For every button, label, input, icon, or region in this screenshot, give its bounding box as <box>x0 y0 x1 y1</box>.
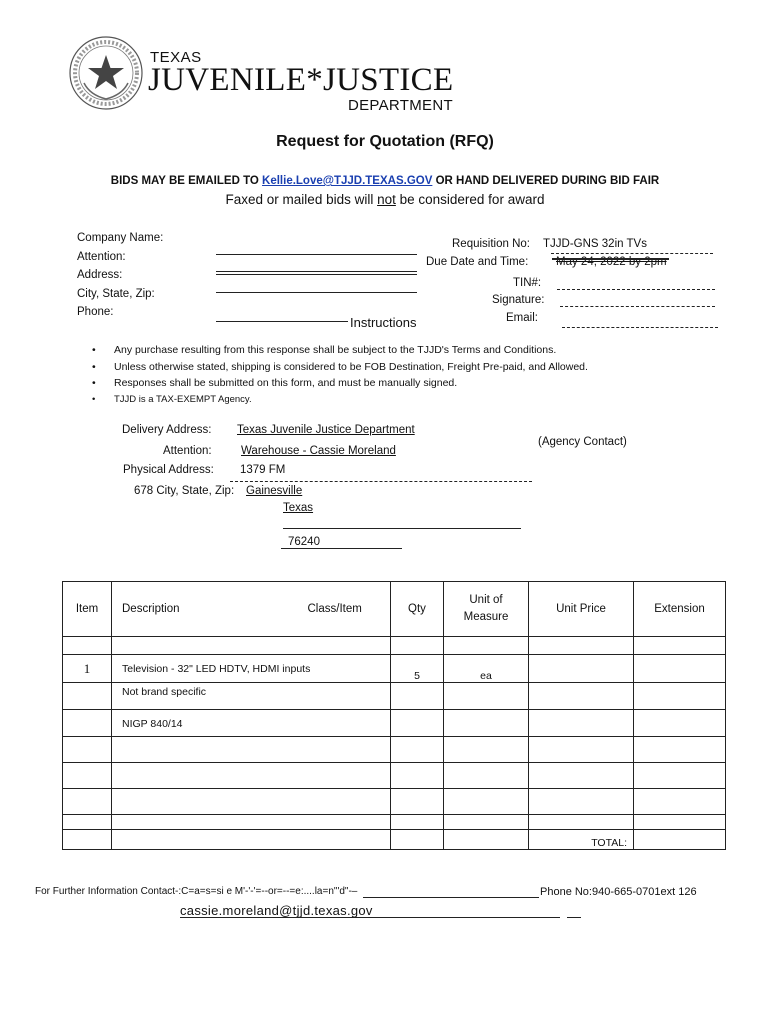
city-state-zip-delivery-label: 678 City, State, Zip: <box>134 485 235 497</box>
tin-label: TIN#: <box>513 277 542 289</box>
row1-unit-price[interactable] <box>529 655 634 683</box>
bids-notice-suffix: OR HAND DELIVERED DURING BID FAIR <box>432 175 660 187</box>
row1-item: 1 <box>63 655 112 683</box>
row1-qty: 5 <box>391 655 444 683</box>
footer-contact-line <box>363 897 539 898</box>
delivery-zip-line <box>281 548 402 549</box>
further-info-contact: For Further Information Contact-:C=a=s=si e M'-'-'=--or=--=e:....la=n"'d"-– <box>35 886 358 897</box>
table-header-row <box>63 582 726 637</box>
attention-label: Attention: <box>77 251 126 263</box>
bids-notice <box>0 175 770 187</box>
instruction-item: • Any purchase resulting from this response shall be subject to the TJJD's Terms and Conditions. <box>92 342 588 359</box>
header-agency-name: JUVENILE*JUSTICE <box>148 62 454 98</box>
city-state-zip-label: City, State, Zip: <box>77 288 155 300</box>
header-item: Item <box>63 582 112 637</box>
delivery-address-value: Texas Juvenile Justice Department <box>237 424 415 436</box>
bids-notice-prefix: BIDS MAY BE EMAILED TO <box>110 175 263 187</box>
delivery-state-value: Texas <box>283 502 314 514</box>
header-department: DEPARTMENT <box>348 97 453 114</box>
row1-uom: ea <box>444 655 529 683</box>
row-description-line2: Not brand specific <box>112 683 391 710</box>
instructions-list <box>92 342 588 408</box>
instructions-heading: Instructions <box>350 315 417 330</box>
due-date-value: May 24, 2022 by 2pm <box>556 256 667 268</box>
table-total-row <box>63 830 726 850</box>
header-unit-of-measure <box>444 582 529 637</box>
physical-address-value: 1379 FM <box>240 464 286 476</box>
address-field[interactable] <box>216 274 417 275</box>
instruction-item: • Unless otherwise stated, shipping is considered to be FOB Destination, Freight Pre-paid, and Allowed. <box>92 359 588 376</box>
table-row <box>63 710 726 737</box>
attention-delivery-value: Warehouse - Cassie Moreland <box>241 445 396 457</box>
requisition-label: Requisition No: <box>452 238 530 250</box>
due-date-label: Due Date and Time: <box>426 256 529 268</box>
physical-address-label: Physical Address: <box>123 464 214 476</box>
company-name-label: Company Name: <box>77 232 164 244</box>
physical-address-line <box>230 481 532 482</box>
page-title: Request for Quotation (RFQ) <box>276 133 494 150</box>
faxed-suffix: be considered for award <box>395 192 545 207</box>
row-description-line3: NIGP 840/14 <box>112 710 391 737</box>
signature-field[interactable] <box>560 306 715 307</box>
table-row <box>63 789 726 815</box>
delivery-address-blank-line <box>283 528 521 529</box>
table-row <box>63 737 726 763</box>
instruction-item: • TJJD is a TAX-EXEMPT Agency. <box>92 392 588 409</box>
requisition-value: TJJD-GNS 32in TVs <box>543 238 647 250</box>
delivery-address-label: Delivery Address: <box>122 424 212 436</box>
header-qty: Qty <box>391 582 444 637</box>
header-extension: Extension <box>634 582 726 637</box>
attention-delivery-label: Attention: <box>163 445 212 457</box>
row1-description: Television - 32" LED HDTV, HDMI inputs <box>112 655 391 683</box>
email-field[interactable] <box>562 327 718 328</box>
tin-field[interactable] <box>557 289 715 290</box>
signature-label: Signature: <box>492 294 545 306</box>
faxed-notice <box>0 192 770 207</box>
agency-contact-label: (Agency Contact) <box>538 436 627 448</box>
city-state-zip-field[interactable] <box>216 292 417 293</box>
total-label: TOTAL: <box>529 830 634 850</box>
footer-email-line <box>180 917 560 918</box>
table-row <box>63 815 726 830</box>
faxed-not: not <box>377 192 396 207</box>
header-uom-line2: Measure <box>463 611 509 623</box>
table-row <box>63 637 726 655</box>
phone-label: Phone: <box>77 306 114 318</box>
footer-email-tail-line <box>567 917 581 918</box>
attention-field[interactable] <box>216 271 417 272</box>
delivery-zip-value: 76240 <box>288 536 320 548</box>
table-row <box>63 655 726 683</box>
table-row <box>63 683 726 710</box>
bids-email-link[interactable]: Kellie.Love@TJJD.TEXAS.GOV <box>262 175 433 187</box>
total-value-field[interactable] <box>634 830 726 850</box>
texas-seal-logo <box>66 33 146 113</box>
requisition-field-line <box>551 253 713 254</box>
phone-field[interactable] <box>216 321 348 322</box>
footer-email[interactable]: cassie.moreland@tjjd.texas.gov <box>180 903 373 918</box>
row1-extension[interactable] <box>634 655 726 683</box>
due-date-overline <box>552 258 669 260</box>
delivery-city-value: Gainesville <box>246 485 303 497</box>
email-label: Email: <box>506 312 538 324</box>
header-unit-price: Unit Price <box>529 582 634 637</box>
items-table <box>62 581 726 850</box>
header-state: TEXAS <box>150 49 202 66</box>
table-row <box>63 763 726 789</box>
header-uom-line1: Unit of <box>469 594 503 606</box>
faxed-prefix: Faxed or mailed bids will <box>225 192 378 207</box>
address-label: Address: <box>77 269 123 281</box>
header-description: Description <box>112 582 305 637</box>
footer-phone: Phone No:940-665-0701ext 126 <box>540 886 697 898</box>
instruction-item: • Responses shall be submitted on this form, and must be manually signed. <box>92 375 588 392</box>
header-class-item: Class/Item <box>305 582 391 637</box>
company-name-field[interactable] <box>216 254 417 255</box>
